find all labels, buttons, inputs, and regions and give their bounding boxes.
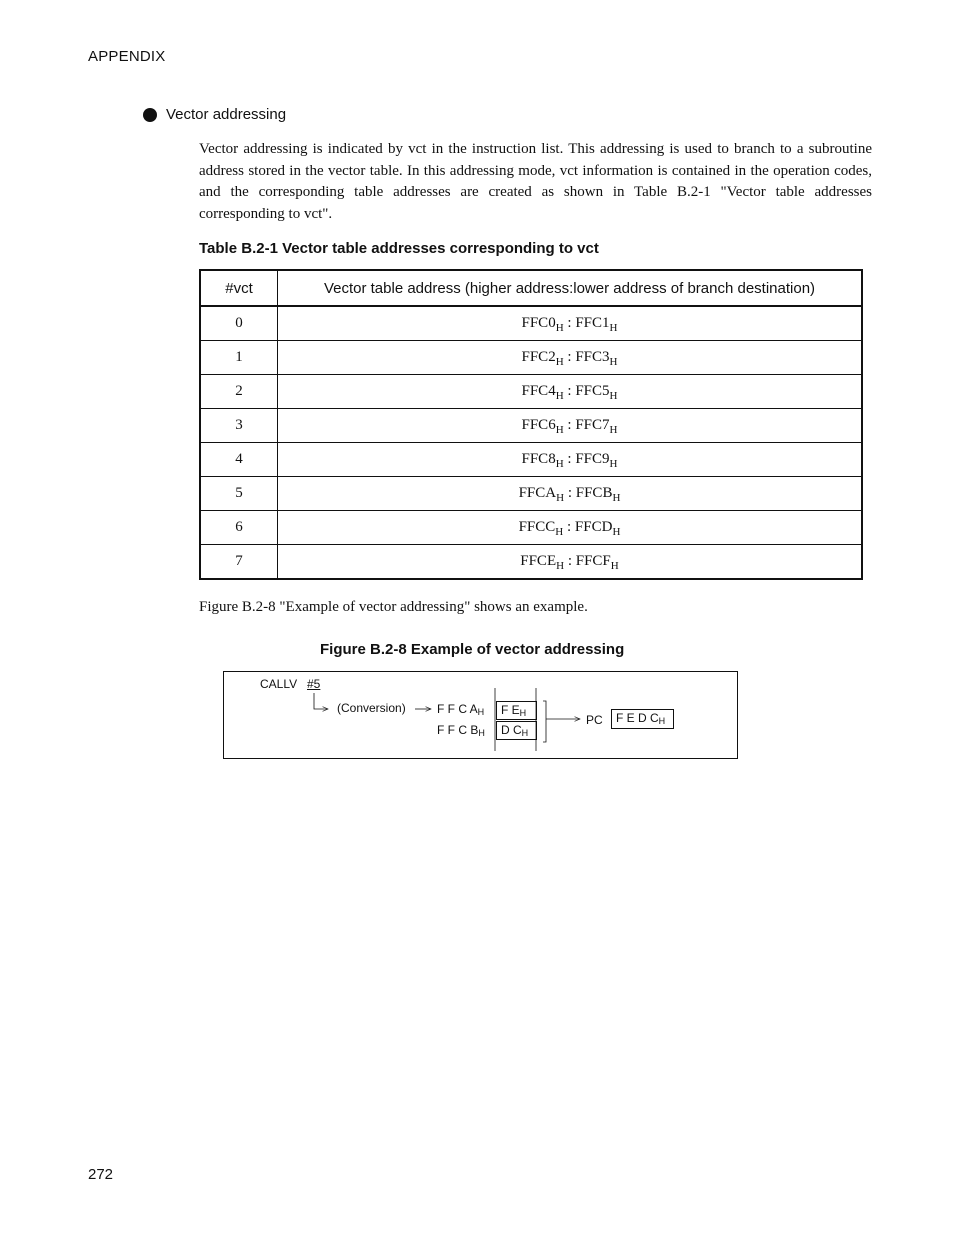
- address-cell: $FFC2_H$ : $FFC3_H$: [278, 341, 863, 375]
- table-row: [200, 375, 862, 409]
- table-row: [200, 306, 862, 341]
- address-cell: $FFCC_H$ : $FFCD_H$: [278, 511, 863, 545]
- address-cell: $FFCE_H$ : $FFCF_H$: [278, 545, 863, 580]
- address-cell: $FFC8_H$ : $FFC9_H$: [278, 443, 863, 477]
- vct-cell: 6: [200, 511, 278, 545]
- vector-addressing-figure: [223, 671, 738, 759]
- address-cell: $FFC0_H$ : $FFC1_H$: [278, 306, 863, 341]
- operand-arrow: [314, 693, 328, 709]
- vector-address-upper: F F C $A_H$: [437, 702, 485, 717]
- table-row: [200, 511, 862, 545]
- instruction-label: CALLV: [260, 677, 298, 691]
- vct-cell: 2: [200, 375, 278, 409]
- operand-label: #5: [307, 677, 321, 691]
- running-header: APPENDIX: [88, 48, 166, 65]
- table-row: [200, 545, 862, 580]
- table-header-row: [200, 270, 862, 306]
- address-cell: $FFC6_H$ : $FFC7_H$: [278, 409, 863, 443]
- vector-address-lower: F F C $B_H$: [437, 723, 485, 738]
- vct-cell: 5: [200, 477, 278, 511]
- bracket-shape: [543, 701, 546, 742]
- table-row: [200, 443, 862, 477]
- pc-register-value: F E D $C_H$: [611, 709, 674, 729]
- address-cell: $FFCA_H$ : $FFCB_H$: [278, 477, 863, 511]
- figure-reference: Figure B.2-8 "Example of vector addressing" shows an example.: [199, 599, 588, 615]
- vct-cell: 1: [200, 341, 278, 375]
- vct-cell: 3: [200, 409, 278, 443]
- body-paragraph: Vector addressing is indicated by vct in the instruction list. This addressing is used to branch to a subroutine address stored in the vector table. In this addressing mode, vct information is contained in the operation codes, and the corresponding table addresses are created as shown in Table B.2-1 "Vector table addresses corresponding to vct".: [199, 141, 872, 222]
- section-title: Vector addressing: [166, 106, 287, 123]
- header-vct: #vct: [200, 270, 278, 306]
- vector-table: [199, 269, 863, 580]
- bullet-icon: [143, 108, 157, 122]
- page-number: 272: [88, 1166, 114, 1183]
- vct-cell: 4: [200, 443, 278, 477]
- memory-cell-upper: F $E_H$: [496, 701, 537, 720]
- table-row: [200, 341, 862, 375]
- memory-cell-lower: D $C_H$: [496, 721, 537, 740]
- figure-caption: Figure B.2-8 Example of vector addressing: [320, 641, 625, 658]
- vct-cell: 7: [200, 545, 278, 580]
- conversion-label: (Conversion): [337, 701, 406, 715]
- vct-cell: 0: [200, 306, 278, 341]
- table-caption: Table B.2-1 Vector table addresses corresponding to vct: [199, 240, 599, 257]
- header-address: Vector table address (higher address:lower address of branch destination): [278, 270, 863, 306]
- table-row: [200, 409, 862, 443]
- table-row: [200, 477, 862, 511]
- section-heading: [143, 106, 286, 123]
- pc-label: PC: [586, 713, 603, 727]
- address-cell: $FFC4_H$ : $FFC5_H$: [278, 375, 863, 409]
